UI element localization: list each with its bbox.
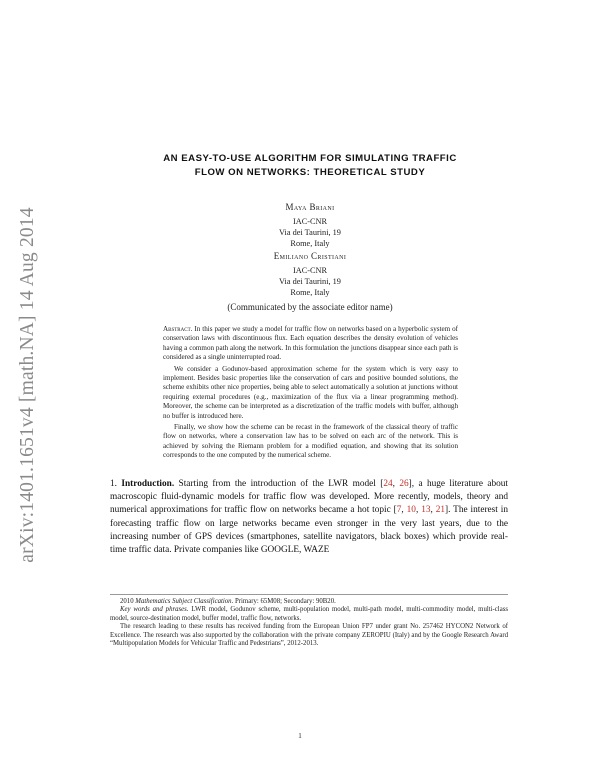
abstract-paragraph-1	[163, 325, 458, 363]
citation-link[interactable]: 10	[406, 505, 416, 516]
section-number: 1.	[110, 479, 117, 489]
author-street: Via dei Taurini, 19	[279, 228, 341, 237]
msc-year: 2010	[120, 598, 136, 605]
intro-text: ]. The interest in forecasting traffic flow on large networks became even stronger in the very last years, due to the increasing number of GPS devices (smartphones, satellite navigators, black boxes) which provide real-time traffic data. Private companies like GOOGLE, WAZE	[110, 505, 509, 556]
arxiv-identifier-text: arXiv:1401.1651v4 [math.NA] 14 Aug 2014	[17, 207, 39, 563]
author-2	[170, 251, 450, 298]
msc-text: Primary: 65M08; Secondary: 90B20.	[233, 598, 336, 605]
footnote-keywords	[110, 606, 508, 623]
keywords-label: Key words and phrases.	[120, 606, 189, 614]
abstract-text-1: In this paper we study a model for traffic flow on networks based on a hyperbolic system of conservation laws with discontinuous flux. Each equation describes the density evolution of vehicles having a common path along the network. In this formulation the junctions disappear since each path is considered as a single uninterrupted road.	[163, 325, 459, 362]
author-city: Rome, Italy	[290, 288, 330, 297]
author-affiliation: IAC-CNR	[292, 266, 328, 275]
author-street: Via dei Taurini, 19	[279, 277, 341, 286]
author-name: Maya Briani	[285, 202, 335, 212]
page-number: 1	[298, 731, 302, 740]
abstract-paragraph-3: Finally, we show how the scheme can be recast in the framework of the classical theory of traffic flow on networks, where a conservation law has to be solved on each arc of the network. This is achieved by solving the Riemann problem for a modified equation, and showing that its solution corresponds to the one computed by the numerical scheme.	[163, 423, 458, 460]
intro-text: ,	[430, 505, 436, 516]
title-line-1: AN EASY-TO-USE ALGORITHM FOR SIMULATING TRAFFIC	[163, 153, 457, 164]
author-1	[170, 202, 450, 249]
author-city: Rome, Italy	[290, 239, 330, 248]
citation-link[interactable]: 24	[383, 479, 393, 489]
abstract	[163, 325, 458, 463]
introduction-section	[110, 478, 508, 557]
intro-text: Starting from the introduction of the LWR model [	[178, 479, 384, 489]
intro-text: ,	[401, 505, 407, 516]
abstract-paragraph-2: We consider a Godunov-based approximation scheme for the system which is very easy to implement. Besides basic properties like the conservation of cars and positive bounded solutions, the scheme exhibits other nice properties, being able to select automatically a solution at junctions without requiring external procedures (e.g., maximization of the flux via a linear programming method). Moreover, the scheme can be interpreted as a discretization of the traffic models with buffer, although no buffer is introduced here.	[163, 364, 458, 420]
paper-title	[120, 152, 500, 180]
citation-link[interactable]: 13	[421, 505, 431, 516]
keywords-text: LWR model, Godunov scheme, multi-population model, multi-path model, multi-commodity model, multi-class model, source-destination model, buffer model, traffic flow, networks.	[110, 606, 508, 622]
intro-text: ,	[392, 479, 400, 489]
footnote-divider	[110, 594, 508, 595]
msc-label: Mathematics Subject Classification.	[135, 598, 234, 605]
citation-link[interactable]: 26	[399, 479, 409, 489]
intro-text: ,	[415, 505, 422, 516]
footnote-msc	[110, 598, 508, 606]
author-name: Emiliano Cristiani	[273, 251, 347, 261]
citation-link[interactable]: 7	[396, 505, 402, 516]
abstract-label: Abstract.	[163, 325, 193, 333]
footnotes	[110, 598, 508, 648]
intro-text: ], a huge literature about macroscopic fluid-dynamic models for traffic flow was developed. More recently, models, theory and numerical approximations for traffic flow on networks became a hot topic [	[110, 479, 509, 516]
citation-link[interactable]: 21	[435, 505, 446, 516]
title-line-2: FLOW ON NETWORKS: THEORETICAL STUDY	[194, 167, 426, 178]
footnote-funding: The research leading to these results has received funding from the European Union FP7 under grant No. 257462 HYCON2 Network of Excellence. The research was also supported by the collaboration with the private company ZEROPIU (Italy) and by the Google Research Award “Multipopulation Models for Vehicular Traffic and Pedestrians”, 2012-2013.	[110, 623, 508, 648]
communicated-note: (Communicated by the associate editor name)	[227, 302, 393, 312]
section-heading: Introduction.	[121, 479, 175, 489]
author-affiliation: IAC-CNR	[292, 217, 328, 226]
arxiv-identifier	[8, 175, 48, 595]
